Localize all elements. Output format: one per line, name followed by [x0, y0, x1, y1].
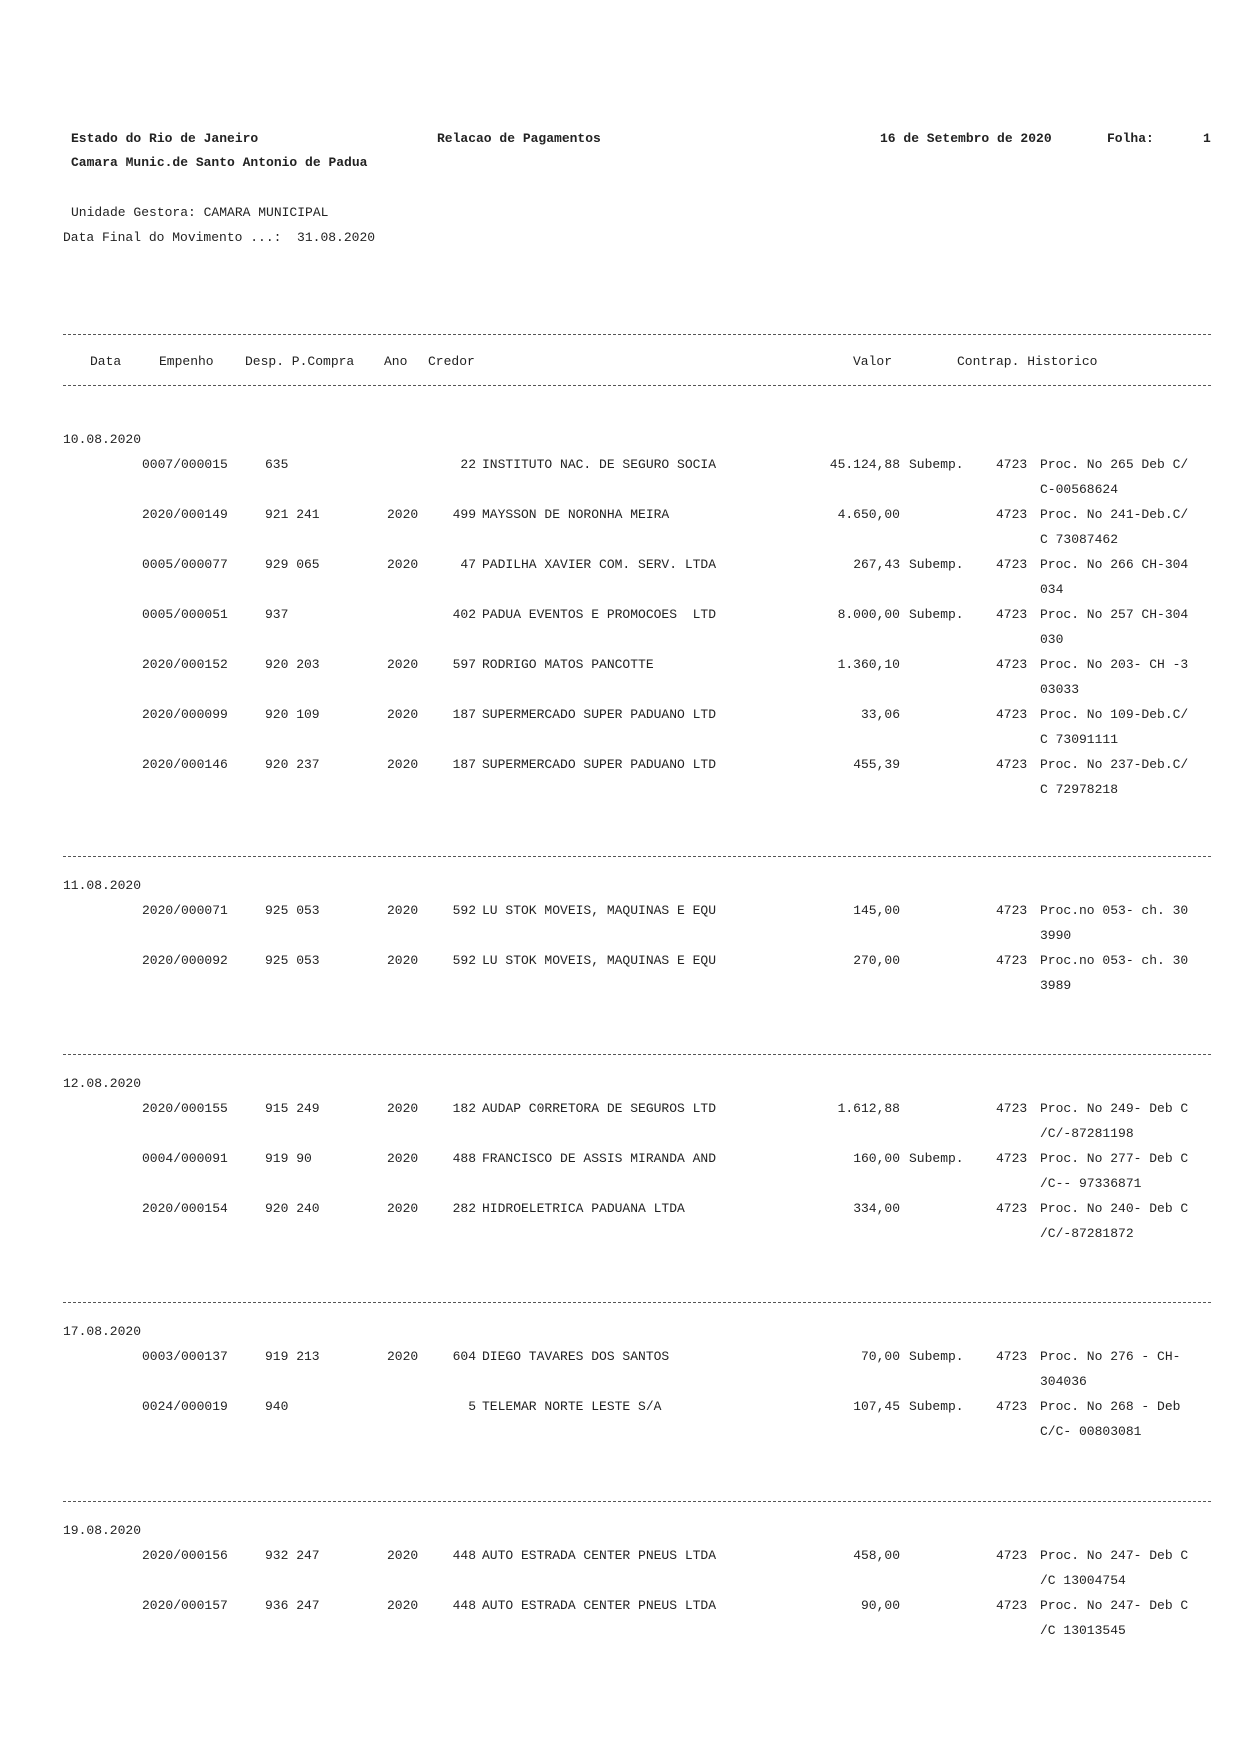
desp-cell: 635: [265, 457, 289, 472]
ano-cell: 2020: [387, 507, 419, 522]
subemp-cell: Subemp.: [909, 1399, 964, 1414]
valor-cell: 455,39: [853, 757, 900, 772]
credor-cell: PADILHA XAVIER COM. SERV. LTDA: [482, 557, 717, 572]
empenho-cell: 0005/000051: [142, 607, 228, 622]
subemp-cell: Subemp.: [909, 557, 964, 572]
subemp-cell: Subemp.: [909, 1349, 964, 1364]
historico-line-2: /C 13013545: [1040, 1623, 1126, 1638]
group-date: 12.08.2020: [63, 1076, 142, 1091]
ano-cell: 2020: [387, 557, 419, 572]
desp-cell: 925 053: [265, 903, 320, 918]
historico-line-1: Proc. No 240- Deb C: [1040, 1201, 1189, 1216]
credor-cell: DIEGO TAVARES DOS SANTOS: [482, 1349, 670, 1364]
organization-name: Camara Munic.de Santo Antonio de Padua: [71, 155, 368, 170]
contrap-cell: 4723: [996, 607, 1028, 622]
empenho-cell: 0024/000019: [142, 1399, 228, 1414]
valor-cell: 90,00: [860, 1598, 900, 1613]
valor-cell: 33,06: [860, 707, 900, 722]
historico-line-1: Proc. No 109-Deb.C/: [1040, 707, 1189, 722]
desp-cell: 920 240: [265, 1201, 320, 1216]
historico-line-2: 030: [1040, 632, 1064, 647]
subemp-cell: Subemp.: [909, 607, 964, 622]
valor-cell: 45.124,88: [829, 457, 900, 472]
report-date: 16 de Setembro de 2020: [880, 131, 1052, 146]
ano-cell: 2020: [387, 1201, 419, 1216]
credor-code-cell: 448: [452, 1598, 476, 1613]
historico-line-1: Proc.no 053- ch. 30: [1040, 953, 1189, 968]
group-date: 19.08.2020: [63, 1523, 142, 1538]
historico-line-1: Proc. No 237-Deb.C/: [1040, 757, 1189, 772]
report-title: Relacao de Pagamentos: [437, 131, 601, 146]
historico-line-1: Proc. No 277- Deb C: [1040, 1151, 1189, 1166]
empenho-cell: 2020/000071: [142, 903, 228, 918]
credor-code-cell: 187: [452, 757, 476, 772]
desp-cell: 920 203: [265, 657, 320, 672]
historico-line-2: /C/-87281872: [1040, 1226, 1134, 1241]
desp-cell: 919 213: [265, 1349, 320, 1364]
desp-cell: 929 065: [265, 557, 320, 572]
historico-line-1: Proc. No 247- Deb C: [1040, 1598, 1189, 1613]
desp-cell: 940: [265, 1399, 289, 1414]
folha-value: 1: [1203, 131, 1211, 146]
contrap-cell: 4723: [996, 1151, 1028, 1166]
separator-line: [63, 1302, 1211, 1303]
credor-cell: TELEMAR NORTE LESTE S/A: [482, 1399, 662, 1414]
ano-cell: 2020: [387, 953, 419, 968]
valor-cell: 160,00: [853, 1151, 900, 1166]
group-date: 17.08.2020: [63, 1324, 142, 1339]
ano-cell: 2020: [387, 1349, 419, 1364]
historico-line-2: /C/-87281198: [1040, 1126, 1134, 1141]
empenho-cell: 2020/000152: [142, 657, 228, 672]
empenho-cell: 0007/000015: [142, 457, 228, 472]
empenho-cell: 0004/000091: [142, 1151, 228, 1166]
empenho-cell: 0003/000137: [142, 1349, 228, 1364]
valor-cell: 8.000,00: [837, 607, 900, 622]
empenho-cell: 2020/000149: [142, 507, 228, 522]
contrap-cell: 4723: [996, 657, 1028, 672]
credor-cell: LU STOK MOVEIS, MAQUINAS E EQU: [482, 953, 717, 968]
valor-cell: 70,00: [860, 1349, 900, 1364]
desp-cell: 915 249: [265, 1101, 320, 1116]
historico-line-1: Proc. No 266 CH-304: [1040, 557, 1189, 572]
historico-line-1: Proc. No 257 CH-304: [1040, 607, 1189, 622]
credor-code-cell: 499: [452, 507, 476, 522]
credor-cell: SUPERMERCADO SUPER PADUANO LTD: [482, 757, 717, 772]
subemp-cell: Subemp.: [909, 457, 964, 472]
credor-code-cell: 47: [460, 557, 476, 572]
ano-cell: 2020: [387, 657, 419, 672]
col-contrap-historico: Contrap. Historico: [957, 354, 1098, 369]
credor-cell: MAYSSON DE NORONHA MEIRA: [482, 507, 670, 522]
subemp-cell: Subemp.: [909, 1151, 964, 1166]
credor-code-cell: 592: [452, 903, 476, 918]
credor-code-cell: 5: [468, 1399, 476, 1414]
desp-cell: 920 109: [265, 707, 320, 722]
separator-line: [63, 1501, 1211, 1502]
credor-cell: LU STOK MOVEIS, MAQUINAS E EQU: [482, 903, 717, 918]
credor-cell: SUPERMERCADO SUPER PADUANO LTD: [482, 707, 717, 722]
col-valor: Valor: [853, 354, 893, 369]
contrap-cell: 4723: [996, 757, 1028, 772]
data-final-movimento: Data Final do Movimento ...: 31.08.2020: [63, 230, 376, 245]
state-name: Estado do Rio de Janeiro: [71, 131, 259, 146]
historico-line-2: C 72978218: [1040, 782, 1119, 797]
valor-cell: 458,00: [853, 1548, 900, 1563]
contrap-cell: 4723: [996, 1349, 1028, 1364]
historico-line-2: 3989: [1040, 978, 1072, 993]
credor-code-cell: 592: [452, 953, 476, 968]
empenho-cell: 2020/000155: [142, 1101, 228, 1116]
ano-cell: 2020: [387, 1548, 419, 1563]
credor-code-cell: 597: [452, 657, 476, 672]
empenho-cell: 2020/000092: [142, 953, 228, 968]
historico-line-1: Proc. No 241-Deb.C/: [1040, 507, 1189, 522]
valor-cell: 145,00: [853, 903, 900, 918]
col-data: Data: [90, 354, 122, 369]
historico-line-1: Proc. No 265 Deb C/: [1040, 457, 1189, 472]
desp-cell: 936 247: [265, 1598, 320, 1613]
ano-cell: 2020: [387, 707, 419, 722]
credor-cell: RODRIGO MATOS PANCOTTE: [482, 657, 654, 672]
valor-cell: 270,00: [853, 953, 900, 968]
separator-line: [63, 334, 1211, 335]
desp-cell: 932 247: [265, 1548, 320, 1563]
historico-line-2: 304036: [1040, 1374, 1087, 1389]
credor-cell: PADUA EVENTOS E PROMOCOES LTD: [482, 607, 717, 622]
valor-cell: 4.650,00: [837, 507, 900, 522]
historico-line-1: Proc.no 053- ch. 30: [1040, 903, 1189, 918]
empenho-cell: 0005/000077: [142, 557, 228, 572]
col-empenho: Empenho: [159, 354, 214, 369]
contrap-cell: 4723: [996, 707, 1028, 722]
credor-cell: HIDROELETRICA PADUANA LTDA: [482, 1201, 685, 1216]
empenho-cell: 2020/000154: [142, 1201, 228, 1216]
historico-line-1: Proc. No 203- CH -3: [1040, 657, 1189, 672]
credor-code-cell: 187: [452, 707, 476, 722]
historico-line-1: Proc. No 249- Deb C: [1040, 1101, 1189, 1116]
credor-code-cell: 488: [452, 1151, 476, 1166]
ano-cell: 2020: [387, 1101, 419, 1116]
unidade-gestora: Unidade Gestora: CAMARA MUNICIPAL: [71, 205, 329, 220]
credor-code-cell: 282: [452, 1201, 476, 1216]
credor-code-cell: 402: [452, 607, 476, 622]
historico-line-2: 3990: [1040, 928, 1072, 943]
desp-cell: 925 053: [265, 953, 320, 968]
historico-line-1: Proc. No 276 - CH-: [1040, 1349, 1181, 1364]
empenho-cell: 2020/000146: [142, 757, 228, 772]
contrap-cell: 4723: [996, 1548, 1028, 1563]
credor-cell: AUDAP C0RRETORA DE SEGUROS LTD: [482, 1101, 717, 1116]
separator-line: [63, 856, 1211, 857]
empenho-cell: 2020/000157: [142, 1598, 228, 1613]
contrap-cell: 4723: [996, 1399, 1028, 1414]
empenho-cell: 2020/000099: [142, 707, 228, 722]
separator-line: [63, 385, 1211, 386]
col-credor: Credor: [428, 354, 475, 369]
contrap-cell: 4723: [996, 953, 1028, 968]
historico-line-2: 03033: [1040, 682, 1080, 697]
desp-cell: 937: [265, 607, 289, 622]
group-date: 11.08.2020: [63, 878, 142, 893]
contrap-cell: 4723: [996, 1101, 1028, 1116]
historico-line-1: Proc. No 247- Deb C: [1040, 1548, 1189, 1563]
credor-code-cell: 448: [452, 1548, 476, 1563]
valor-cell: 267,43: [853, 557, 900, 572]
credor-code-cell: 182: [452, 1101, 476, 1116]
historico-line-2: /C-- 97336871: [1040, 1176, 1142, 1191]
credor-cell: INSTITUTO NAC. DE SEGURO SOCIA: [482, 457, 717, 472]
col-ano: Ano: [384, 354, 408, 369]
credor-cell: FRANCISCO DE ASSIS MIRANDA AND: [482, 1151, 717, 1166]
valor-cell: 107,45: [853, 1399, 900, 1414]
contrap-cell: 4723: [996, 507, 1028, 522]
valor-cell: 334,00: [853, 1201, 900, 1216]
historico-line-2: /C 13004754: [1040, 1573, 1126, 1588]
credor-cell: AUTO ESTRADA CENTER PNEUS LTDA: [482, 1548, 717, 1563]
ano-cell: 2020: [387, 1598, 419, 1613]
folha-label: Folha:: [1107, 131, 1154, 146]
contrap-cell: 4723: [996, 903, 1028, 918]
historico-line-2: C-00568624: [1040, 482, 1119, 497]
desp-cell: 919 90: [265, 1151, 312, 1166]
ano-cell: 2020: [387, 903, 419, 918]
credor-code-cell: 22: [460, 457, 476, 472]
contrap-cell: 4723: [996, 557, 1028, 572]
historico-line-2: 034: [1040, 582, 1064, 597]
historico-line-1: Proc. No 268 - Deb: [1040, 1399, 1181, 1414]
empenho-cell: 2020/000156: [142, 1548, 228, 1563]
separator-line: [63, 1054, 1211, 1055]
desp-cell: 920 237: [265, 757, 320, 772]
contrap-cell: 4723: [996, 457, 1028, 472]
historico-line-2: C 73087462: [1040, 532, 1119, 547]
valor-cell: 1.360,10: [837, 657, 900, 672]
group-date: 10.08.2020: [63, 432, 142, 447]
desp-cell: 921 241: [265, 507, 320, 522]
contrap-cell: 4723: [996, 1598, 1028, 1613]
col-desp-pcompra: Desp. P.Compra: [245, 354, 355, 369]
valor-cell: 1.612,88: [837, 1101, 900, 1116]
ano-cell: 2020: [387, 1151, 419, 1166]
ano-cell: 2020: [387, 757, 419, 772]
historico-line-2: C 73091111: [1040, 732, 1119, 747]
contrap-cell: 4723: [996, 1201, 1028, 1216]
credor-code-cell: 604: [452, 1349, 476, 1364]
historico-line-2: C/C- 00803081: [1040, 1424, 1142, 1439]
credor-cell: AUTO ESTRADA CENTER PNEUS LTDA: [482, 1598, 717, 1613]
